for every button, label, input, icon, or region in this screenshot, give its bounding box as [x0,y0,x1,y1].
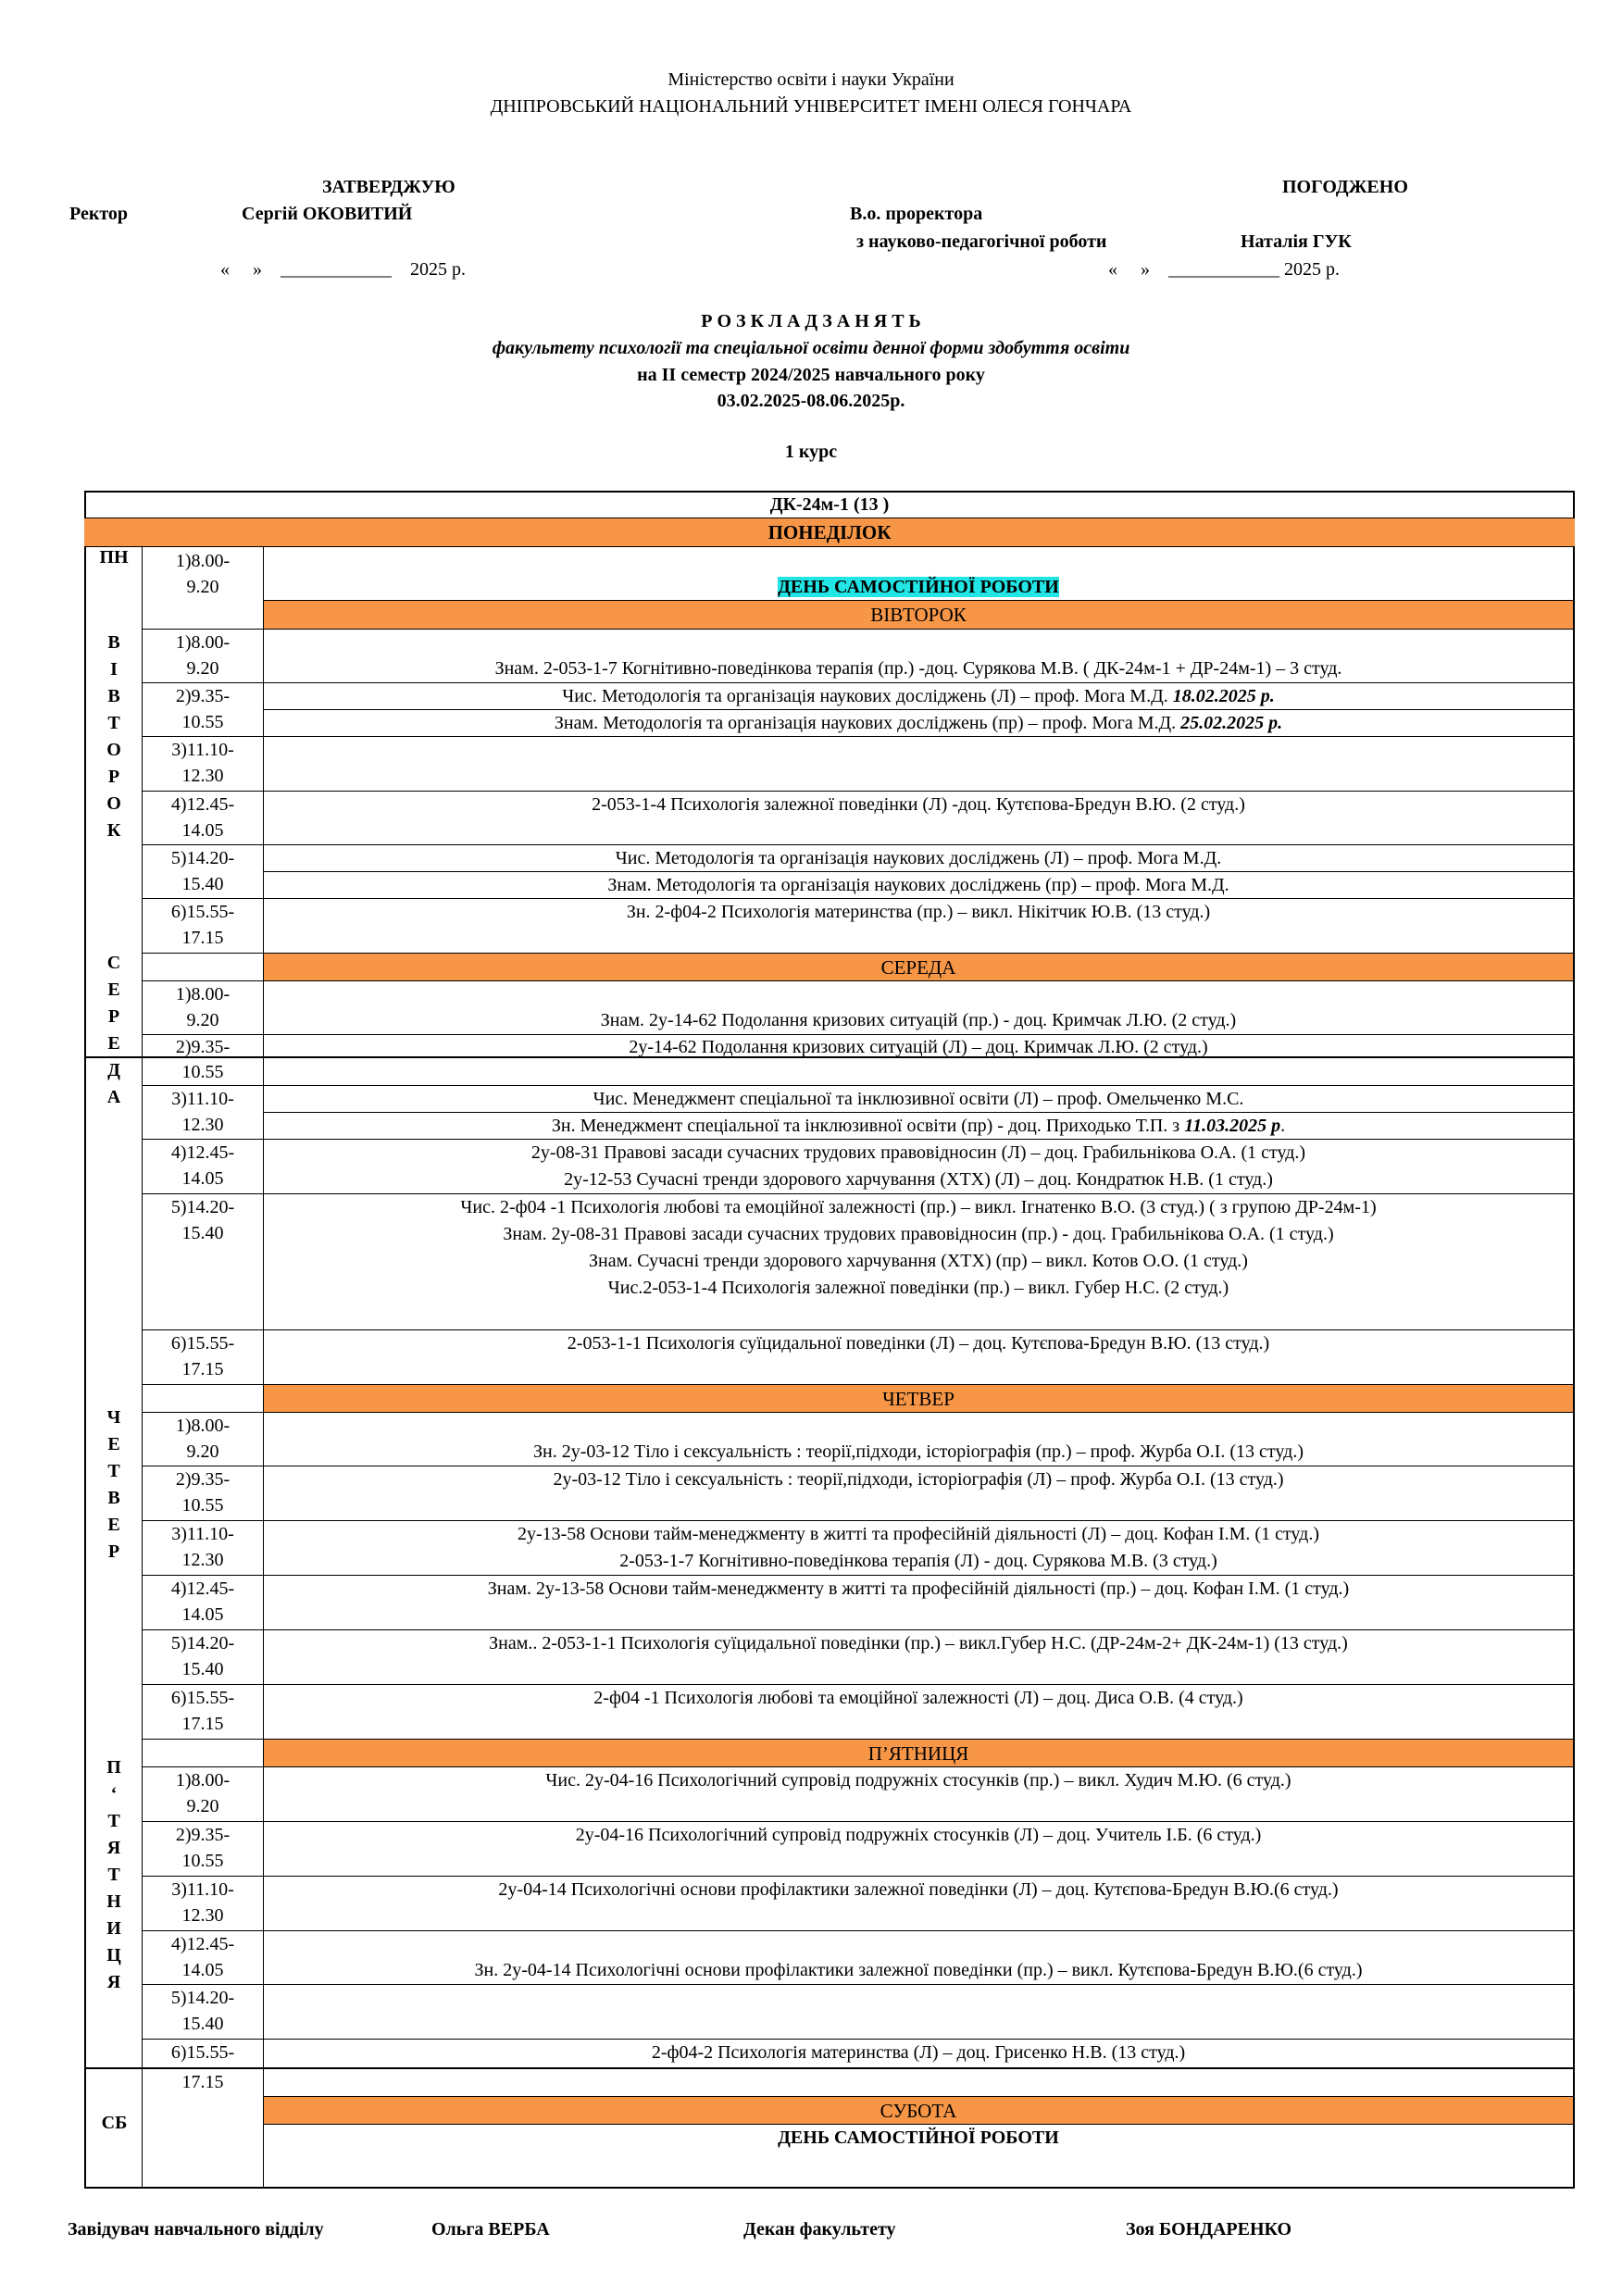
tue-p4: 2-053-1-4 Психологія залежної поведінки (Л) -доц. Кутєпова-Бредун В.Ю. (2 студ.) [592,794,1245,815]
footer-dean-name: Зоя БОНДАРЕНКО [1126,2219,1292,2240]
agree-name: Наталія ГУК [1241,231,1352,252]
thu-p3b: 2-053-1-7 Когнітивно-поведінкова терапія (Л) - доц. Сурякова М.В. (3 студ.) [619,1551,1217,1571]
wed-p5b: Знам. 2у-08-31 Правові засади сучасних трудових правовідносин (пр.) - доц. Грабильнікова О.А. (1 студ.) [503,1224,1334,1244]
day-letters-wednesday: С Е Р Е Д А [106,953,121,1107]
tue-p2b: Знам. Методологія та організація наукових досліджень (пр) – проф. Мога М.Д. 25.02.2025 р. [554,713,1283,733]
time-thu-5: 5)14.20- 15.40 [170,1633,235,1679]
day-band-wednesday: СЕРЕДА [264,954,1573,980]
schedule-title: Р О З К Л А Д З А Н Я Т Ь [701,311,921,331]
time-wed-2a: 2)9.35- [175,1037,231,1056]
ministry-line: Міністерство освіти і науки України [668,69,954,90]
wed-p4b: 2у-12-53 Сучасні тренди здорового харчування (ХТХ) (Л) – доц. Кондратюк Н.В. (1 студ.) [564,1169,1273,1190]
tue-p1: Знам. 2-053-1-7 Когнітивно-поведінкова терапія (пр.) -доц. Сурякова М.В. ( ДК-24м-1 + ДР-24м-1) – 3 студ. [494,658,1342,679]
tue-p5b: Знам. Методологія та організація наукових досліджень (пр) – проф. Мога М.Д. [607,875,1229,895]
day-band-monday: ПОНЕДІЛОК [84,518,1575,546]
time-tue-3: 3)11.10- 12.30 [171,740,234,786]
time-fri-3: 3)11.10- 12.30 [171,1879,234,1926]
thu-p5: Знам.. 2-053-1-1 Психологія суїцидальної поведінки (пр.) – викл.Губер Н.С. (ДР-24м-2+ ДК-24м-1) (13 студ.) [489,1633,1348,1653]
time-thu-2: 2)9.35- 10.55 [175,1469,231,1516]
group-header: ДК-24м-1 (13 ) [769,494,890,515]
time-tue-6: 6)15.55- 17.15 [170,902,235,948]
wed-p1: Знам. 2у-14-62 Подолання кризових ситуацій (пр.) - доц. Кримчак Л.Ю. (2 студ.) [600,1010,1237,1030]
tue-p5a: Чис. Методологія та організація наукових досліджень (Л) – проф. Мога М.Д. [615,848,1222,868]
agree-role1: В.о. проректора [850,204,983,224]
time-wed-1: 1)8.00- 9.20 [175,984,231,1030]
fri-p2: 2у-04-16 Психологічний супровід подружніх стосунків (Л) – доц. Учитель І.Б. (6 студ.) [575,1825,1262,1845]
mon-p1: ДЕНЬ САМОСТІЙНОЇ РОБОТИ [778,577,1059,597]
course-line: 1 курс [784,442,838,462]
fri-p6: 2-ф04-2 Психологія материнства (Л) – доц. Грисенко Н.В. (13 студ.) [651,2042,1186,2063]
time-fri-1: 1)8.00- 9.20 [175,1770,231,1816]
tue-p6: Зн. 2-ф04-2 Психологія материнства (пр.) – викл. Нікітчик Ю.В. (13 студ.) [626,902,1211,922]
time-fri-6a: 6)15.55- [170,2042,235,2063]
day-letters-tuesday: В І В Т О Р О К [106,632,121,841]
dates-line: 03.02.2025-08.06.2025р. [717,391,905,411]
agree-title: ПОГОДЖЕНО [1282,177,1408,197]
time-thu-4: 4)12.45- 14.05 [170,1578,235,1625]
time-mon-1: 1)8.00- 9.20 [175,551,231,597]
wed-p6: 2-053-1-1 Психологія суїцидальної поведінки (Л) – доц. Кутєпова-Бредун В.Ю. (13 студ.) [567,1333,1270,1354]
approve-date: « » ____________ 2025 р. [220,259,466,280]
day-letters-saturday: СБ [101,2113,128,2133]
wed-p5c: Знам. Сучасні тренди здорового харчування (ХТХ) (пр) – викл. Котов О.О. (1 студ.) [589,1251,1248,1271]
time-fri-5: 5)14.20- 15.40 [170,1988,235,2034]
time-thu-6: 6)15.55- 17.15 [170,1688,235,1734]
sat-p1: ДЕНЬ САМОСТІЙНОЇ РОБОТИ [778,2128,1059,2148]
time-wed-4: 4)12.45- 14.05 [170,1142,235,1189]
semester-line: на ІІ семестр 2024/2025 навчального року [637,365,985,385]
time-fri-4: 4)12.45- 14.05 [170,1934,235,1980]
tue-p2a: Чис. Методологія та організація наукових досліджень (Л) – проф. Мога М.Д. 18.02.2025 р. [562,686,1275,706]
time-tue-1: 1)8.00- 9.20 [175,632,231,679]
faculty-line: факультету психології та спеціальної освіти денної форми здобуття освіти [492,338,1130,358]
wed-p2: 2у-14-62 Подолання кризових ситуацій (Л) – доц. Кримчак Л.Ю. (2 студ.) [629,1037,1208,1056]
approve-title: ЗАТВЕРДЖУЮ [322,177,455,197]
time-wed-5: 5)14.20- 15.40 [170,1197,235,1243]
day-band-thursday: ЧЕТВЕР [264,1385,1573,1412]
wed-p5d: Чис.2-053-1-4 Психологія залежної поведінки (пр.) – викл. Губер Н.С. (2 студ.) [607,1278,1229,1298]
wed-p5a: Чис. 2-ф04 -1 Психологія любові та емоційної залежності (пр.) – викл. Ігнатенко В.О. (3 студ.) ( з групою ДР-24м-1) [460,1197,1377,1217]
footer-head-role: Завідувач навчального відділу [68,2219,324,2240]
day-band-tuesday: ВІВТОРОК [264,601,1573,629]
approve-name: Сергій ОКОВИТИЙ [242,204,413,224]
thu-p6: 2-ф04 -1 Психологія любові та емоційної залежності (Л) – доц. Диса О.В. (4 студ.) [593,1688,1243,1708]
wed-p3b: Зн. Менеджмент спеціальної та інклюзивної освіти (пр) - доц. Приходько Т.П. з 11.03.2025 р. [551,1116,1286,1136]
fri-p4: Зн. 2у-04-14 Психологічні основи профілактики залежної поведінки (пр.) – викл. Кутєпова-Бредун В.Ю.(6 студ.) [474,1960,1363,1980]
time-fri-2: 2)9.35- 10.55 [175,1825,231,1871]
thu-p2: 2у-03-12 Тіло і сексуальність : теорії,підходи, історіографія (Л) – проф. Журба О.І. (13 студ.) [553,1469,1284,1490]
wed-p3a: Чис. Менеджмент спеціальної та інклюзивної освіти (Л) – проф. Омельченко М.С. [593,1089,1244,1109]
footer-head-name: Ольга ВЕРБА [431,2219,550,2240]
agree-date: « » ____________ 2025 р. [1108,259,1340,280]
thu-p3a: 2у-13-58 Основи тайм-менеджменту в житті та професійній діяльності (Л) – доц. Кофан І.М. (1 студ.) [517,1524,1319,1544]
schedule-table [84,491,1575,2189]
agree-role2: з науково-педагогічної роботи [856,231,1107,252]
time-thu-3: 3)11.10- 12.30 [171,1524,234,1570]
time-wed-6: 6)15.55- 17.15 [170,1333,235,1379]
footer-dean-role: Декан факультету [743,2219,896,2240]
day-letters-friday: П ‘ Т Я Т Н И Ц Я [106,1757,121,1992]
time-thu-1: 1)8.00- 9.20 [175,1416,231,1462]
university-line: ДНІПРОВСЬКИЙ НАЦІОНАЛЬНИЙ УНІВЕРСИТЕТ ІМЕНІ ОЛЕСЯ ГОНЧАРА [490,96,1132,117]
time-tue-2: 2)9.35- 10.55 [175,686,231,732]
thu-p1: Зн. 2у-03-12 Тіло і сексуальність : теорії,підходи, історіографія (пр.) – проф. Журба О.І. (13 студ.) [533,1441,1304,1462]
approve-role: Ректор [69,204,129,224]
time-tue-4: 4)12.45- 14.05 [170,794,235,841]
time-wed-2b: 10.55 [181,1062,224,1082]
wed-p4a: 2у-08-31 Правові засади сучасних трудових правовідносин (Л) – доц. Грабильнікова О.А. (1 студ.) [530,1142,1306,1163]
time-wed-3: 3)11.10- 12.30 [171,1089,234,1135]
day-band-friday: П’ЯТНИЦЯ [264,1740,1573,1766]
day-letters-thursday: Ч Е Т В Е Р [106,1407,121,1562]
time-fri-6b: 17.15 [181,2072,224,2092]
day-band-saturday: СУБОТА [264,2097,1573,2124]
time-tue-5: 5)14.20- 15.40 [170,848,235,894]
fri-p1: Чис. 2у-04-16 Психологічний супровід подружніх стосунків (пр.) – викл. Худич М.Ю. (6 студ.) [545,1770,1291,1791]
day-letters-monday: ПН [99,547,129,568]
thu-p4: Знам. 2у-13-58 Основи тайм-менеджменту в житті та професійній діяльності (пр.) – доц. Кофан І.М. (1 студ.) [487,1578,1350,1599]
fri-p3: 2у-04-14 Психологічні основи профілактики залежної поведінки (Л) – доц. Кутєпова-Бредун В.Ю.(6 студ.) [498,1879,1339,1900]
